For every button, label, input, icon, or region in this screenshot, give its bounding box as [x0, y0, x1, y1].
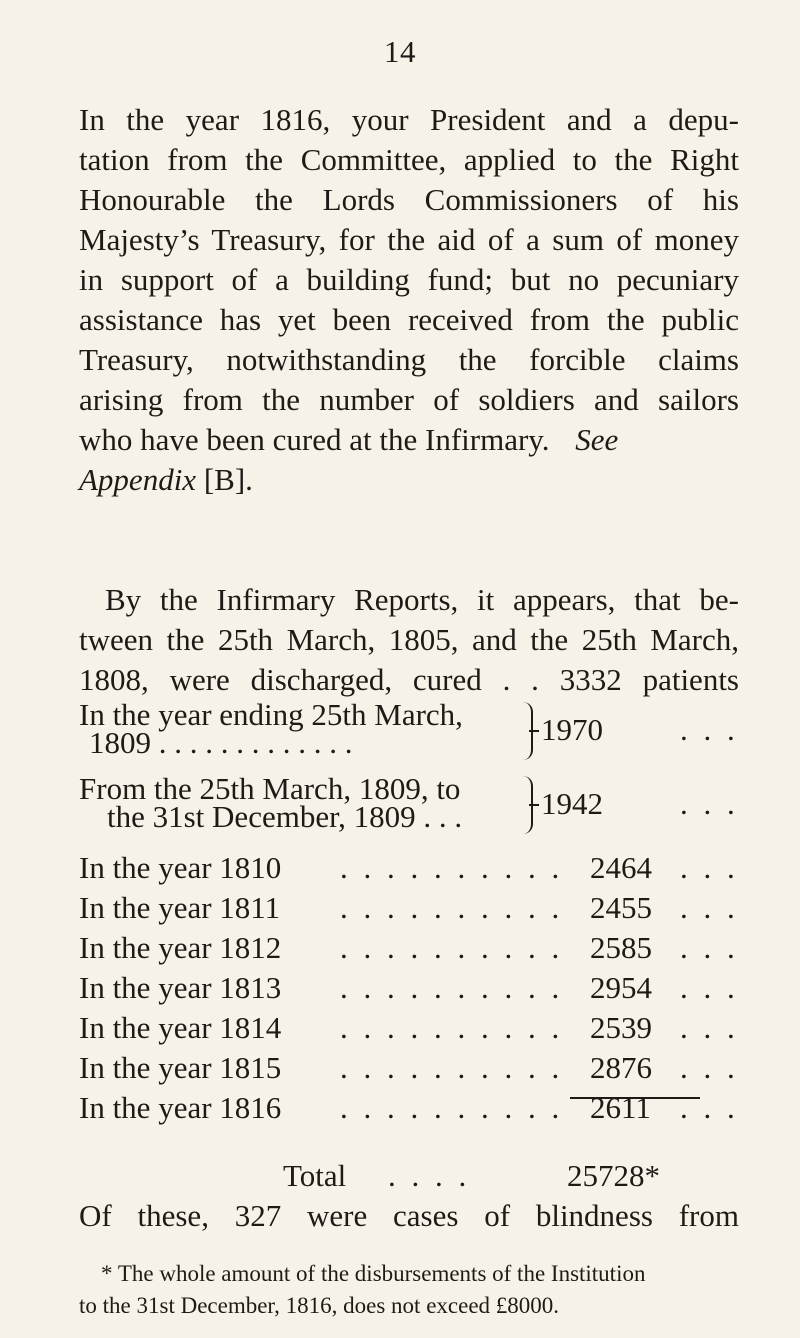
paragraph-line: in support of a building fund; but no pecuniary [79, 262, 739, 297]
paragraph-infirmary-reports [79, 580, 739, 700]
leader-dots: . . . . . . . . . . [340, 970, 564, 1005]
row-label: In the year 1812 [79, 930, 282, 965]
leader-dots: . . . . . . . . . . [340, 1090, 564, 1125]
footnote-line: * The whole amount of the disbursements of the Institution [101, 1261, 646, 1286]
row-label: In the year 1815 [79, 1050, 282, 1085]
paragraph-line: In the year 1816, your President and a depu- [79, 102, 739, 137]
trailing-dots: . . . [680, 786, 739, 821]
paragraph-line: Treasury, notwithstanding the forcible claims [79, 342, 739, 377]
patient-count: 1942 [541, 786, 603, 821]
total-row [0, 1156, 800, 1196]
paragraph-line: By the Infirmary Reports, it appears, that be- [105, 582, 739, 617]
row-label-line-1: In the year ending 25th March, [79, 697, 463, 732]
leader-dots: . . . . . . . . . . [340, 930, 564, 965]
paragraph-line: tation from the Committee, applied to the Right [79, 142, 739, 177]
trailing-dots: . . . [680, 850, 739, 885]
row-label: In the year 1811 [79, 890, 281, 925]
table-row [79, 1008, 739, 1048]
table-row [79, 697, 739, 760]
patient-count: 2455 [590, 890, 652, 925]
trailing-dots: . . . [680, 1050, 739, 1085]
appendix-reference: [B]. [196, 462, 253, 497]
appendix-text: Appendix [79, 462, 197, 497]
trailing-dots: . . . [680, 930, 739, 965]
row-label: In the year 1810 [79, 850, 282, 885]
footnote [79, 1258, 739, 1322]
paragraph-line-with-see [79, 420, 739, 460]
table-row [79, 1088, 739, 1128]
row-label-line-1: From the 25th March, 1809, to [79, 771, 461, 806]
paragraph-line: 1808, were discharged, cured . . 3332 patients [79, 662, 739, 697]
total-leader-dots: . . . . [388, 1158, 471, 1193]
patient-count: 2539 [590, 1010, 652, 1045]
row-label-line-2: 1809 . . . . . . . . . . . . . [89, 725, 353, 760]
trailing-dots: . . . [680, 1090, 739, 1125]
table-row [79, 771, 739, 834]
trailing-dots: . . . [680, 970, 739, 1005]
leader-dots: . . . . . . . . . . [340, 1010, 564, 1045]
total-rule [570, 1097, 700, 1099]
curly-bracket-point [529, 730, 539, 732]
paragraph-line: tween the 25th March, 1805, and the 25th March, [79, 622, 739, 657]
trailing-dots: . . . [680, 1010, 739, 1045]
closing-line: Of these, 327 were cases of blindness from [79, 1198, 739, 1233]
table-row [79, 888, 739, 928]
patient-count: 2954 [590, 970, 652, 1005]
trailing-dots: . . . [680, 890, 739, 925]
table-row [79, 968, 739, 1008]
total-label: Total [283, 1158, 347, 1193]
paragraph-building-fund [79, 100, 739, 500]
table-row [79, 928, 739, 968]
table-row [79, 1048, 739, 1088]
row-label: In the year 1813 [79, 970, 282, 1005]
leader-dots: . . . . . . . . . . [340, 850, 564, 885]
curly-bracket-point [529, 804, 539, 806]
paragraph-line: arising from the number of soldiers and sailors [79, 382, 739, 417]
see-text: See [575, 422, 619, 457]
paragraph-line-text: who have been cured at the Infirmary. [79, 422, 550, 457]
row-label-line-2: the 31st December, 1809 . . . [107, 799, 463, 834]
leader-dots: . . . . . . . . . . [340, 890, 564, 925]
patient-count: 2876 [590, 1050, 652, 1085]
footnote-line: to the 31st December, 1816, does not exceed £8000. [79, 1293, 560, 1318]
row-label: In the year 1816 [79, 1090, 282, 1125]
paragraph-line: assistance has yet been received from the public [79, 302, 739, 337]
row-label: In the year 1814 [79, 1010, 282, 1045]
patient-count: 2611 [590, 1090, 651, 1125]
leader-dots: . . . . . . . . . . [340, 1050, 564, 1085]
appendix-reference-line [79, 460, 739, 500]
total-value: 25728* [567, 1158, 660, 1193]
page-number: 14 [384, 34, 416, 69]
patient-count: 2464 [590, 850, 652, 885]
paragraph-line: Majesty’s Treasury, for the aid of a sum of money [79, 222, 739, 257]
trailing-dots: . . . [680, 712, 739, 747]
paragraph-line: Honourable the Lords Commissioners of his [79, 182, 739, 217]
patient-count: 1970 [541, 712, 603, 747]
patient-count: 2585 [590, 930, 652, 965]
table-row [79, 848, 739, 888]
